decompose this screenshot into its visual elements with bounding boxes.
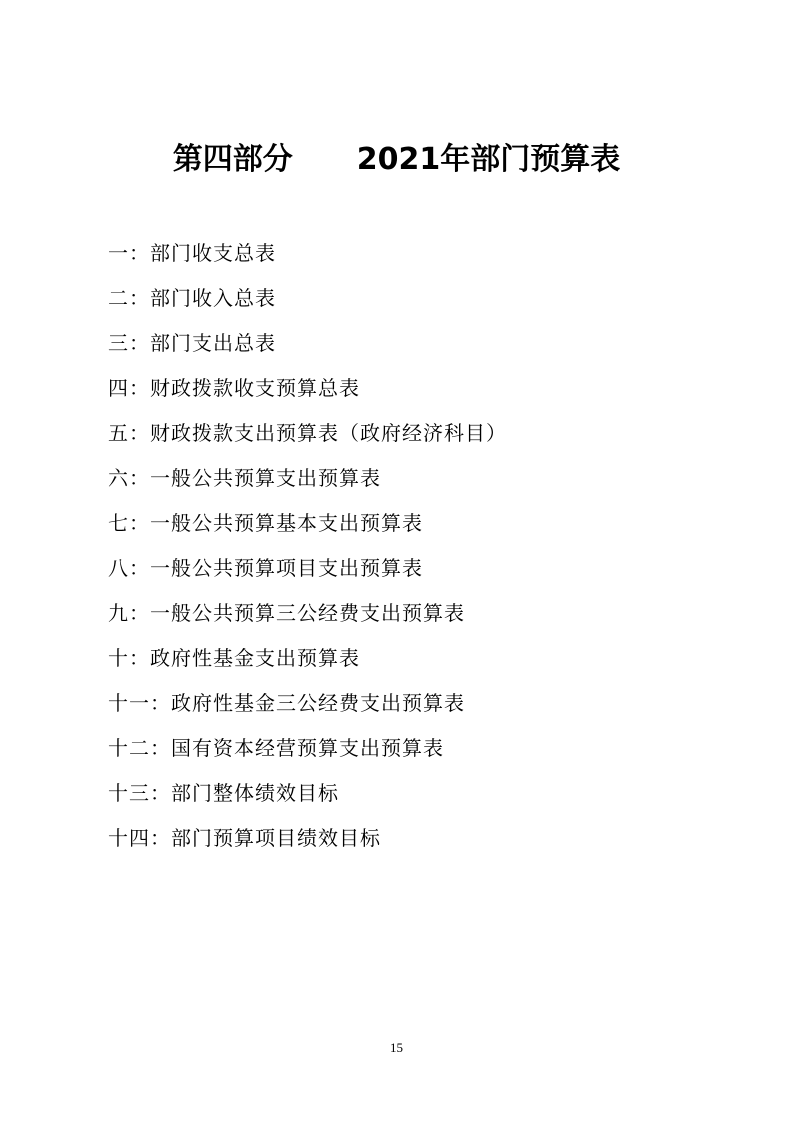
toc-item <box>108 459 507 504</box>
toc-item-label: 部门收入总表 <box>150 286 276 310</box>
toc-item-number: 五： <box>108 421 150 445</box>
page-number: 15 <box>390 1040 403 1055</box>
toc-item <box>108 279 507 324</box>
toc-item-label: 一般公共预算三公经费支出预算表 <box>150 601 465 625</box>
toc-item-number: 十： <box>108 646 150 670</box>
toc-item-label: 部门预算项目绩效目标 <box>171 826 381 850</box>
toc-item-label: 政府性基金三公经费支出预算表 <box>171 691 465 715</box>
toc-item-label: 一般公共预算项目支出预算表 <box>150 556 423 580</box>
toc-item-label: 部门收支总表 <box>150 241 276 265</box>
toc-item <box>108 504 507 549</box>
toc-item-number: 四： <box>108 376 150 400</box>
toc-item-number: 一： <box>108 241 150 265</box>
toc-item <box>108 324 507 369</box>
toc-item-number: 十一： <box>108 691 171 715</box>
toc-item-number: 七： <box>108 511 150 535</box>
toc-item <box>108 819 507 864</box>
title-name: 2021年部门预算表 <box>356 142 621 177</box>
toc-item <box>108 774 507 819</box>
toc-item-label: 财政拨款收支预算总表 <box>150 376 360 400</box>
toc-item-number: 十三： <box>108 781 171 805</box>
page-title <box>0 138 793 182</box>
toc-item <box>108 684 507 729</box>
toc-item-label: 国有资本经营预算支出预算表 <box>171 736 444 760</box>
toc-item <box>108 729 507 774</box>
toc-item-label: 政府性基金支出预算表 <box>150 646 360 670</box>
toc-item-number: 六： <box>108 466 150 490</box>
title-part: 第四部分 <box>172 142 293 177</box>
toc-item <box>108 639 507 684</box>
toc-item <box>108 549 507 594</box>
toc-item-label: 部门整体绩效目标 <box>171 781 339 805</box>
toc-item <box>108 594 507 639</box>
toc-item-number: 二： <box>108 286 150 310</box>
toc-item-number: 九： <box>108 601 150 625</box>
toc-item-number: 八： <box>108 556 150 580</box>
toc-item <box>108 414 507 459</box>
toc-item-label: 财政拨款支出预算表（政府经济科目） <box>150 421 507 445</box>
toc-item-number: 十四： <box>108 826 171 850</box>
toc-item-label: 部门支出总表 <box>150 331 276 355</box>
toc-item-number: 三： <box>108 331 150 355</box>
toc-item <box>108 234 507 279</box>
toc-item-label: 一般公共预算支出预算表 <box>150 466 381 490</box>
toc-item <box>108 369 507 414</box>
toc-item-label: 一般公共预算基本支出预算表 <box>150 511 423 535</box>
toc-item-number: 十二： <box>108 736 171 760</box>
table-of-contents <box>108 234 507 864</box>
